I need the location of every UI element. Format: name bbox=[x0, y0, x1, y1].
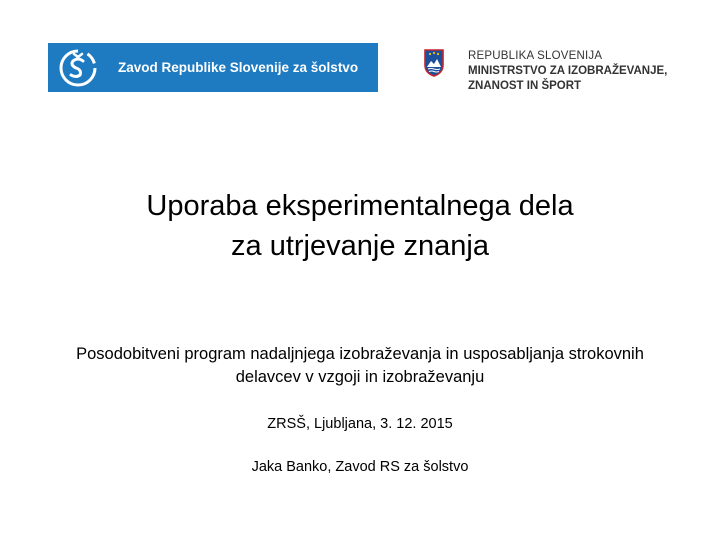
slide-title bbox=[60, 186, 660, 266]
slide-subtitle-line-1: Posodobitveni program nadaljnjega izobraževanja in usposabljanja strokovnih bbox=[76, 345, 644, 363]
slide-subtitle bbox=[20, 343, 700, 389]
ministry-logo bbox=[420, 45, 670, 95]
zrss-logo-text: Zavod Republike Slovenije za šolstvo bbox=[118, 60, 359, 75]
slovenian-coat-of-arms-icon bbox=[424, 49, 444, 77]
ministry-line-2: MINISTRSTVO ZA IZOBRAŽEVANJE, bbox=[468, 65, 668, 77]
slide-title-line-2: za utrjevanje znanja bbox=[231, 230, 489, 262]
ministry-line-3: ZNANOST IN ŠPORT bbox=[468, 80, 582, 92]
ministry-line-1: REPUBLIKA SLOVENIJA bbox=[468, 50, 603, 62]
event-info: ZRSŠ, Ljubljana, 3. 12. 2015 bbox=[267, 416, 453, 432]
ministry-logo-text bbox=[468, 49, 667, 94]
slide-subtitle-line-2: delavcev v vzgoji in izobraževanju bbox=[235, 368, 485, 386]
author-info: Jaka Banko, Zavod RS za šolstvo bbox=[251, 459, 469, 475]
zrss-emblem-icon bbox=[57, 47, 99, 89]
slide-title-line-1: Uporaba eksperimentalnega dela bbox=[146, 190, 574, 222]
zrss-logo bbox=[48, 43, 378, 92]
